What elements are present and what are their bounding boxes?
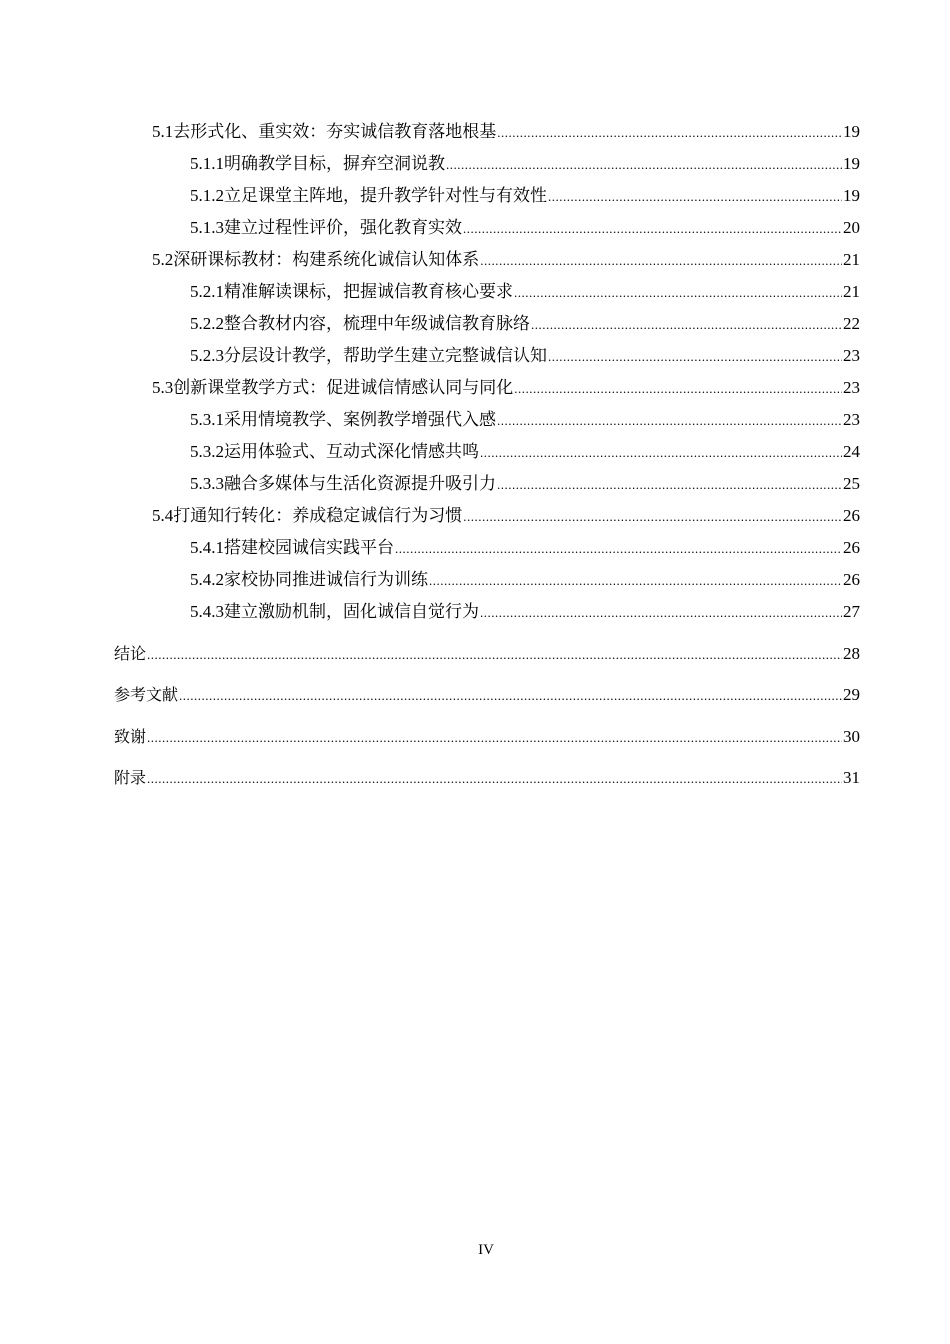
toc-entry-5-2-3[interactable]: [190, 345, 860, 367]
toc-leader: [531, 314, 842, 336]
toc-page-number: 26: [843, 570, 860, 589]
toc-number: 5.4.2: [190, 570, 224, 589]
toc-entry-5-1-3[interactable]: [190, 217, 860, 239]
toc-number: 5.4.3: [190, 602, 224, 621]
toc-page-number: 23: [843, 410, 860, 429]
toc-entry-5-4-1[interactable]: [190, 537, 860, 559]
toc-leader: [395, 538, 842, 560]
toc-title: 运用体验式、互动式深化情感共鸣: [224, 442, 479, 461]
toc-page-number: 31: [843, 768, 860, 787]
toc-title: 精准解读课标，把握诚信教育核心要求: [224, 282, 513, 301]
toc-page-number: 22: [843, 314, 860, 333]
toc-entry-5-3[interactable]: [152, 377, 860, 399]
toc-leader: [480, 602, 842, 624]
toc-title: 创新课堂教学方式：促进诚信情感认同与同化: [173, 378, 514, 397]
toc-number: 5.3: [152, 378, 174, 397]
toc-entry-5-3-3[interactable]: [190, 473, 860, 495]
toc-entry-5-1-1[interactable]: [190, 153, 860, 175]
toc-number: 5.2.1: [190, 282, 224, 301]
toc-leader: [480, 442, 842, 464]
toc-title: 分层设计教学，帮助学生建立完整诚信认知: [224, 346, 547, 365]
toc-leader: [147, 768, 842, 790]
toc-entry-5-2-2[interactable]: [190, 313, 860, 335]
toc-title: 深研课标教材：构建系统化诚信认知体系: [173, 250, 480, 269]
toc-leader: [497, 474, 842, 496]
toc-leader: [497, 122, 842, 144]
toc-title: 附录: [114, 768, 147, 787]
toc-title: 去形式化、重实效：夯实诚信教育落地根基: [173, 122, 497, 141]
toc-leader: [463, 218, 842, 240]
toc-title: 建立激励机制，固化诚信自觉行为: [224, 602, 479, 621]
toc-title: 致谢: [114, 727, 147, 746]
toc-leader: [147, 644, 842, 666]
toc-entry-5-3-2[interactable]: [190, 441, 860, 463]
toc-entry-5-4[interactable]: [152, 505, 860, 527]
toc-leader: [480, 250, 842, 272]
toc-title: 打通知行转化：养成稳定诚信行为习惯: [173, 506, 463, 525]
toc-chapter-appendix[interactable]: [114, 767, 860, 789]
toc-title: 搭建校园诚信实践平台: [224, 538, 394, 557]
toc-page-number: 30: [843, 727, 860, 746]
toc-leader: [514, 282, 842, 304]
toc-number: 5.4.1: [190, 538, 224, 557]
toc-title: 采用情境教学、案例教学增强代入感: [224, 410, 496, 429]
toc-number: 5.1: [152, 122, 174, 141]
toc-chapter-references[interactable]: [114, 684, 860, 706]
toc-leader: [463, 506, 842, 528]
toc-leader: [147, 727, 842, 749]
toc-entry-5-2-1[interactable]: [190, 281, 860, 303]
toc-page-number: 29: [843, 685, 860, 704]
toc-entry-5-1-2[interactable]: [190, 185, 860, 207]
toc-title: 结论: [114, 644, 147, 663]
toc-page-number: 21: [843, 282, 860, 301]
toc-page-number: 26: [843, 538, 860, 557]
toc-page-number: 27: [843, 602, 860, 621]
toc-number: 5.1.2: [190, 186, 224, 205]
toc-page-number: 25: [843, 474, 860, 493]
toc-page-number: 26: [843, 506, 860, 525]
toc-title: 融合多媒体与生活化资源提升吸引力: [224, 474, 496, 493]
toc-leader: [548, 186, 842, 208]
toc-number: 5.3.1: [190, 410, 224, 429]
toc-number: 5.2.2: [190, 314, 224, 333]
toc-leader: [514, 378, 842, 400]
toc-chapter-acknowledgements[interactable]: [114, 726, 860, 748]
toc-page-number: 21: [843, 250, 860, 269]
toc-title: 明确教学目标，摒弃空洞说教: [224, 154, 445, 173]
toc-page-number: 19: [843, 186, 860, 205]
toc-chapter-conclusion[interactable]: [114, 643, 860, 665]
toc-page-number: 19: [843, 122, 860, 141]
toc-leader: [548, 346, 842, 368]
toc-leader: [446, 154, 842, 176]
toc-leader: [429, 570, 842, 592]
toc-page-number: 24: [843, 442, 860, 461]
toc-page-number: 28: [843, 644, 860, 663]
toc-title: 参考文献: [114, 685, 179, 704]
toc-title: 建立过程性评价，强化教育实效: [224, 218, 462, 237]
toc-number: 5.2.3: [190, 346, 224, 365]
toc-number: 5.2: [152, 250, 174, 269]
toc-title: 家校协同推进诚信行为训练: [224, 570, 428, 589]
toc-entry-5-3-1[interactable]: [190, 409, 860, 431]
toc-number: 5.1.3: [190, 218, 224, 237]
toc-entry-5-4-2[interactable]: [190, 569, 860, 591]
toc-page-number: 23: [843, 378, 860, 397]
toc-title: 整合教材内容，梳理中年级诚信教育脉络: [224, 314, 530, 333]
toc-leader: [179, 685, 842, 707]
toc-page-number: 23: [843, 346, 860, 365]
toc-entry-5-1[interactable]: [152, 121, 860, 143]
toc-number: 5.4: [152, 506, 174, 525]
toc-entry-5-2[interactable]: [152, 249, 860, 271]
toc-title: 立足课堂主阵地，提升教学针对性与有效性: [224, 186, 547, 205]
toc-page-number: 19: [843, 154, 860, 173]
toc-number: 5.3.3: [190, 474, 224, 493]
toc-leader: [497, 410, 842, 432]
toc-number: 5.1.1: [190, 154, 224, 173]
toc-number: 5.3.2: [190, 442, 224, 461]
page-footer-number: IV: [478, 1242, 494, 1258]
toc-page-number: 20: [843, 218, 860, 237]
toc-entry-5-4-3[interactable]: [190, 601, 860, 623]
